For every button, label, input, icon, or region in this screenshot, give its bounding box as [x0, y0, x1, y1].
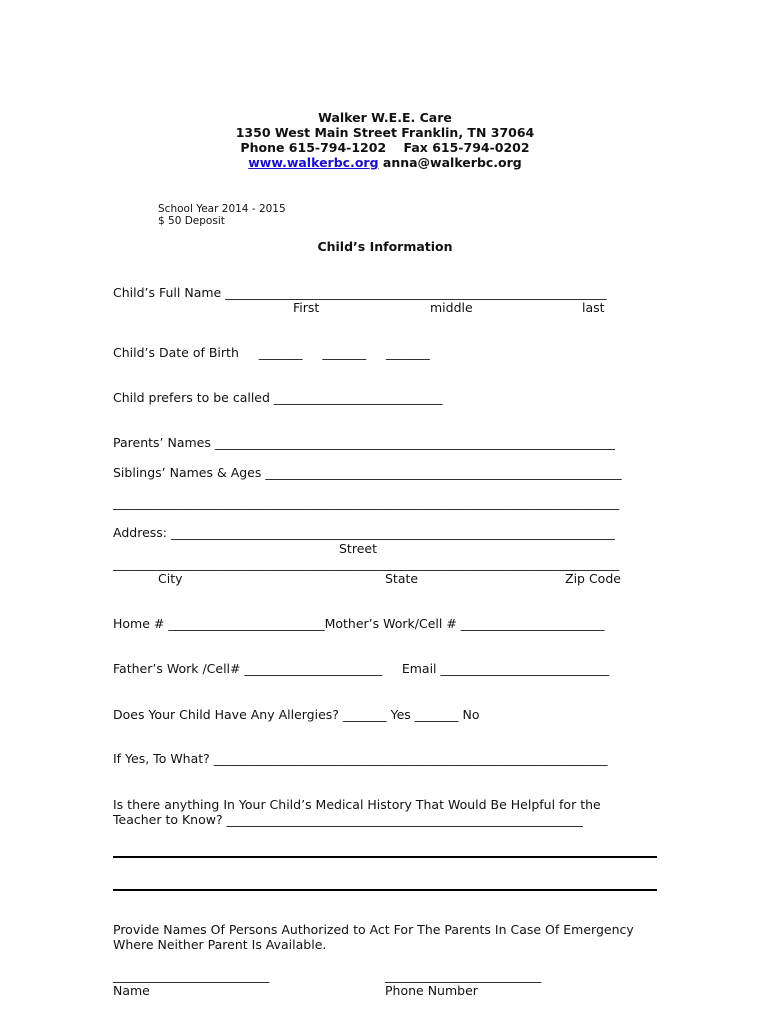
org-address: 1350 West Main Street Franklin, TN 37064 — [235, 125, 535, 140]
emergency-name-field[interactable]: _________________________ — [113, 968, 270, 983]
allergies-field[interactable]: Does Your Child Have Any Allergies? _______ Yes _______ No — [113, 707, 480, 722]
allergy-details-field[interactable]: If Yes, To What? _______________________________________________________________ — [113, 751, 608, 766]
name-first-label: First — [293, 300, 320, 315]
address-state-label: State — [385, 571, 419, 586]
org-phones: Phone 615-794-1202 Fax 615-794-0202 — [240, 140, 530, 155]
address-zip-label: Zip Code — [565, 571, 621, 586]
medical-history-field[interactable]: Teacher to Know? _________________________________________________________ — [113, 812, 583, 827]
address-field[interactable]: Address: _______________________________________________________________________ — [113, 525, 615, 540]
section-title: Child’s Information — [317, 239, 453, 254]
siblings-continuation-line[interactable]: _________________________________________________________________________________ — [113, 495, 620, 510]
org-contact-line — [0, 155, 770, 170]
preferred-name-field[interactable]: Child prefers to be called ___________________________ — [113, 390, 443, 405]
deposit: $ 50 Deposit — [158, 215, 225, 227]
emergency-instructions-line1: Provide Names Of Persons Authorized to Act For The Parents In Case Of Emergency — [113, 922, 634, 937]
name-last-label: last — [582, 300, 605, 315]
parents-names-field[interactable]: Parents’ Names ________________________________________________________________ — [113, 435, 615, 450]
address-street-label: Street — [339, 541, 377, 556]
full-name-field[interactable]: Child’s Full Name _____________________________________________________________ — [113, 285, 607, 300]
school-year: School Year 2014 - 2015 — [158, 203, 286, 215]
address-city-label: City — [158, 571, 183, 586]
emergency-instructions-line2: Where Neither Parent Is Available. — [113, 937, 327, 952]
siblings-field[interactable]: Siblings’ Names & Ages _________________________________________________________ — [113, 465, 622, 480]
medical-answer-line-1[interactable] — [113, 856, 657, 858]
emergency-phone-label: Phone Number — [385, 983, 478, 998]
medical-history-question: Is there anything In Your Child’s Medical History That Would Be Helpful for the — [113, 797, 601, 812]
address-line2-field[interactable]: _________________________________________________________________________________ — [113, 556, 620, 571]
dob-field[interactable]: Child’s Date of Birth _______ _______ _______ — [113, 345, 430, 360]
org-name: Walker W.E.E. Care — [318, 110, 452, 125]
name-middle-label: middle — [430, 300, 473, 315]
medical-answer-line-2[interactable] — [113, 889, 657, 891]
father-email-field[interactable]: Father’s Work /Cell# ______________________ Email ___________________________ — [113, 661, 610, 676]
emergency-name-label: Name — [113, 983, 150, 998]
emergency-phone-field[interactable]: _________________________ — [385, 968, 542, 983]
website-link[interactable]: www.walkerbc.org — [248, 155, 379, 170]
home-mother-phone-field[interactable]: Home # _________________________Mother’s Work/Cell # _______________________ — [113, 616, 605, 631]
org-email: anna@walkerbc.org — [382, 155, 522, 170]
